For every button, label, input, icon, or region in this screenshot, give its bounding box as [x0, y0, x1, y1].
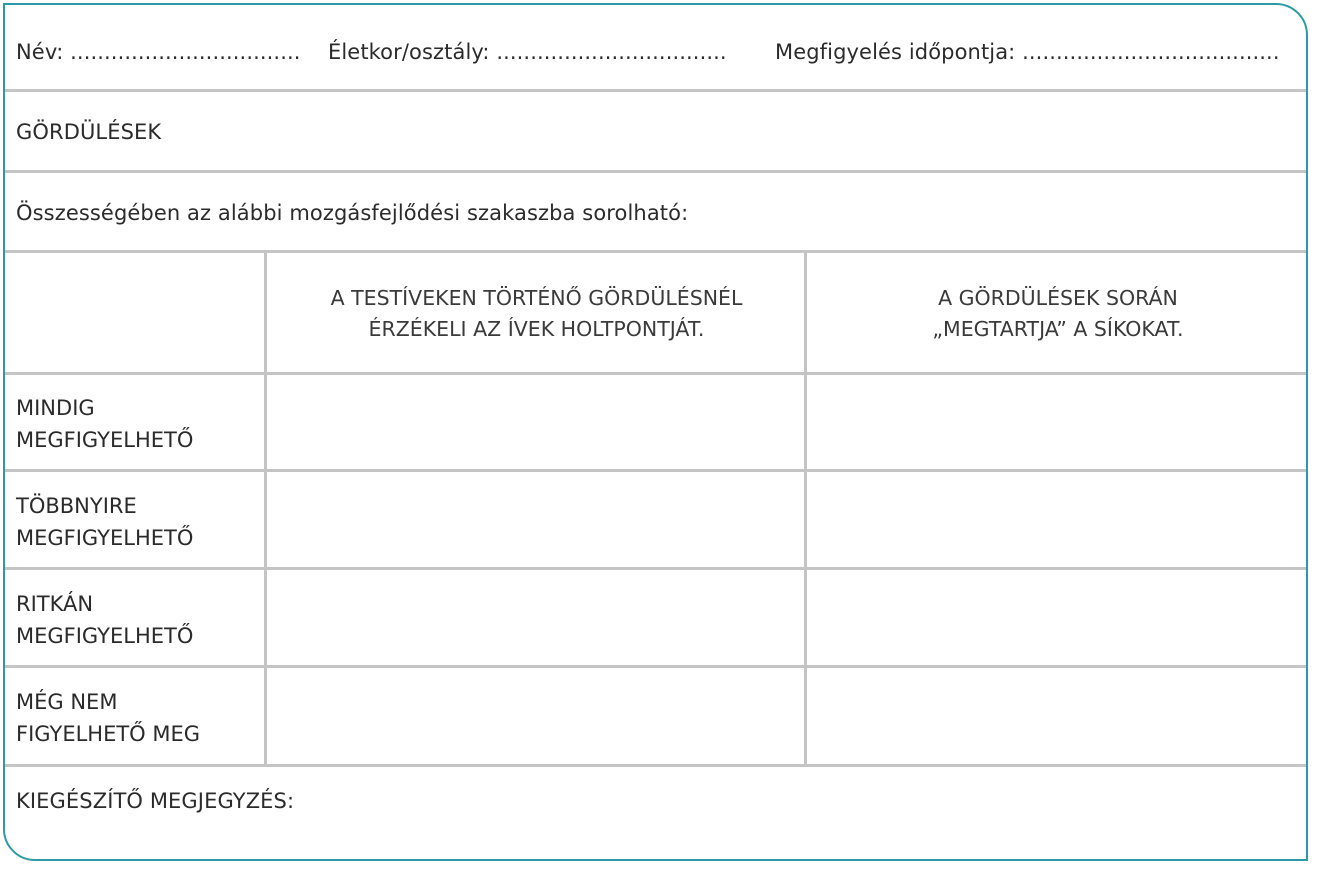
row-label-line2: FIGYELHETŐ MEG: [16, 722, 201, 746]
row-label-line1: TÖBBNYIRE: [16, 494, 137, 518]
age-class-field[interactable]: Életkor/osztály: ..................................: [328, 40, 727, 64]
cell-mostly-col2[interactable]: [808, 472, 1306, 567]
row-label-rarely: [16, 588, 193, 652]
column-header-1-line1: A TESTÍVEKEN TÖRTÉNŐ GÖRDÜLÉSNÉL: [330, 286, 743, 310]
row-label-line2: MEGFIGYELHETŐ: [16, 526, 194, 550]
column-header-1: [268, 283, 805, 345]
additional-notes-label: KIEGÉSZÍTŐ MEGJEGYZÉS:: [16, 789, 295, 813]
column-divider: [264, 252, 267, 766]
section-title: GÖRDÜLÉSEK: [16, 120, 162, 144]
column-header-2-line1: A GÖRDÜLÉSEK SORÁN: [938, 286, 1178, 310]
divider: [5, 170, 1306, 173]
row-label-line1: MÉG NEM: [16, 690, 118, 714]
row-label-line2: MEGFIGYELHETŐ: [16, 624, 194, 648]
cell-always-col2[interactable]: [808, 375, 1306, 469]
divider: [5, 89, 1306, 92]
cell-mostly-col1[interactable]: [268, 472, 805, 567]
row-label-line2: MEGFIGYELHETŐ: [16, 428, 194, 452]
column-header-1-line2: ÉRZÉKELI AZ ÍVEK HOLTPONTJÁT.: [368, 317, 705, 341]
column-divider: [804, 252, 807, 766]
name-field[interactable]: Név: ..................................: [16, 40, 301, 64]
cell-not-yet-col2[interactable]: [808, 668, 1306, 764]
observation-date-field[interactable]: Megfigyelés időpontja: ......................................: [775, 40, 1280, 64]
row-label-not-yet: [16, 686, 200, 750]
summary-text: Összességében az alábbi mozgásfejlődési szakaszba sorolható:: [16, 201, 689, 225]
cell-always-col1[interactable]: [268, 375, 805, 469]
row-label-mostly: [16, 490, 193, 554]
column-header-2-line2: „MEGTARTJA” A SÍKOKAT.: [932, 317, 1184, 341]
column-header-2: [808, 283, 1308, 345]
cell-rarely-col2[interactable]: [808, 570, 1306, 665]
cell-rarely-col1[interactable]: [268, 570, 805, 665]
divider: [5, 250, 1306, 253]
cell-not-yet-col1[interactable]: [268, 668, 805, 764]
row-label-always: [16, 392, 193, 456]
row-label-line1: MINDIG: [16, 396, 95, 420]
row-label-line1: RITKÁN: [16, 592, 94, 616]
additional-notes-area[interactable]: [5, 767, 1306, 859]
